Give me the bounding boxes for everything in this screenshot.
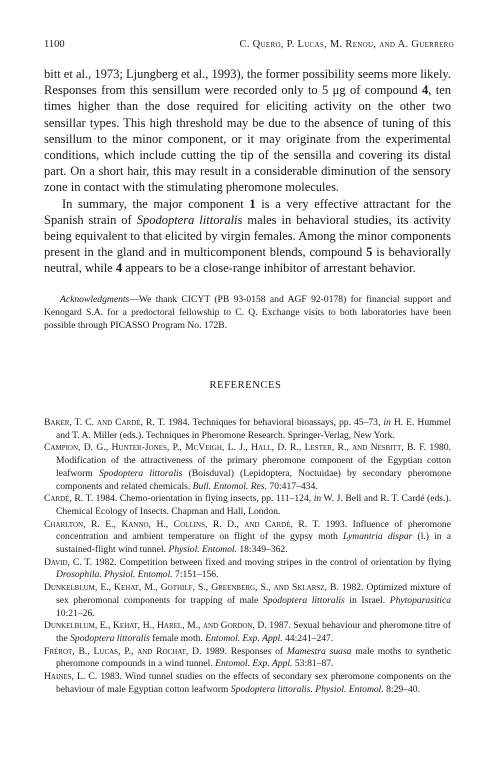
reference-entry — [44, 582, 451, 620]
reference-authors: David, C. T. — [44, 556, 92, 568]
text-run: , ten times higher than the dose required for eliciting activity on the other two sensillar types. This high threshold may be due to the absence of tuning of this sensillum to the minor component, or it may originate from the experimental conditions, which include cutting the tip of the sensilla and covering its distal part. On a short hair, this may result in a considerable diminution of the sensory zone in contact with the stimulating pheromone molecules. — [44, 83, 451, 195]
text-run: males in behavioral studies, its activity being equivalent to that elicited by virgin females. Among the minor components present in the gland and in multicomponent blends, compound — [44, 212, 452, 260]
text-run: 1984. Chemo-orientation in flying insects, pp. 111–124, — [93, 493, 314, 505]
reference-entry — [44, 417, 451, 442]
reference-entry — [44, 442, 451, 493]
body-text — [44, 66, 451, 277]
italic-text: Spodoptera littoralis. Physiol. Entomol. — [230, 683, 384, 695]
text-run: 1993. Influence of pheromone concentration and ambient temperature on flight of the gypsy moth — [56, 518, 451, 543]
text-run: W. J. Bell and R. T. Cardé (eds.). Chemical Ecology of Insects. Chapman and Hall, London. — [56, 493, 451, 517]
italic-text: Spodoptera littoralis — [70, 632, 150, 644]
text-run: —We thank CICYT (PB 93-0158 and AGF 92-0178) for financial support and Kenogard S.A. for a predoctoral fellowship to C. Q. Exchange visits to both laboratories have been possible through PICASSO Program No. 172B. — [44, 294, 451, 331]
text-run: 10:21–26. — [56, 607, 95, 619]
running-head: C. Quero, P. Lucas, M. Renou, and A. Guerrero — [239, 39, 454, 50]
reference-entry — [44, 671, 451, 696]
reference-authors: Baker, T. C. and Cardé, R. T. — [44, 417, 166, 428]
text-run: 1984. Techniques for behavioral bioassays, pp. 45–73, — [165, 417, 384, 428]
text-run: bitt et al., 1973; Ljungberg et al., 1993), the former possibility seems more likely. Responses from this sensillum were recorded only to 5 μg of compound — [44, 67, 451, 98]
reference-authors: Frérot, B., Lucas, P., and Rochat, D. — [44, 645, 202, 657]
references-heading: REFERENCES — [209, 380, 282, 391]
text-run: appears to be a close-range inhibitor of arrestant behavior. — [122, 261, 416, 276]
italic-text: Spodoptera littoralis — [98, 467, 183, 479]
text-run: 8:29–40. — [383, 683, 420, 695]
reference-authors: Haines, L. C. — [44, 671, 98, 683]
compound-number: 4 — [115, 261, 123, 276]
italic-text: Physiol. Entomol. — [168, 544, 237, 556]
italic-text: Mamestra suasa — [286, 645, 352, 657]
text-run: 7:151–156. — [172, 569, 219, 581]
italic-text: Spodoptera littoralis — [262, 594, 345, 606]
summary-paragraph — [44, 196, 451, 277]
text-run: 70:417–434. — [267, 480, 318, 492]
italic-text: Acknowledgments — [60, 294, 130, 305]
text-run: H. E. Hummel and T. A. Miller (eds.). Techniques in Pheromone Research. Springer-Verlag, New York. — [56, 417, 451, 441]
compound-number: 5 — [366, 245, 373, 260]
text-run: 1987. Sexual behaviour and pheromone titre of the — [56, 620, 451, 644]
text-run: female moth. — [149, 632, 206, 644]
text-run: 44:241–247. — [282, 632, 334, 644]
compound-number: 4 — [421, 83, 429, 98]
page-number: 1100 — [44, 39, 65, 50]
text-run: (Boisduval) (Lepidoptera, Noctuidae) by secondary pheromone components and related chemicals. — [56, 467, 451, 492]
italic-text: Spodoptera littoralis — [136, 212, 243, 227]
reference-entry — [44, 557, 451, 582]
reference-authors: Campion, D. G., Hunter-Jones, P., McVeigh, L. J., Hall, D. R., Lester, R., and Nesbitt, B. F. — [44, 442, 427, 454]
references-list — [44, 417, 451, 696]
reference-authors: Charlton, R. E., Kanno, H., Collins, R. D., and Cardé, R. T. — [44, 518, 321, 530]
reference-entry — [44, 519, 451, 557]
reference-entry — [44, 620, 451, 645]
acknowledgments — [44, 294, 451, 332]
text-run: (l.) in a sustained-flight wind tunnel. — [56, 531, 451, 556]
acknowledgments-text — [44, 294, 451, 332]
text-run: is behaviorally neutral, while — [44, 245, 451, 276]
reference-authors: Cardé, R. T. — [44, 493, 94, 505]
text-run: 1980. Modification of the attractiveness of the primary pheromone component of the Egyptian cotton leafworm — [56, 442, 451, 479]
text-run: 1982. Competition between fixed and moving stripes in the control of orientation by flying — [91, 556, 451, 568]
text-run: In summary, the major component — [62, 196, 250, 211]
italic-text: Entomol. Exp. Appl. — [205, 632, 283, 644]
reference-authors: Dunkelblum, E., Kehat, M., Gothilf, S., Greenberg, S., and Sklarsz, B. — [44, 582, 339, 594]
italic-text: in — [383, 417, 391, 428]
text-run: 1982. Optimized mixture of sex pheromonal components for trapping of male — [56, 582, 451, 606]
italic-text: Entomol. Exp. Appl. — [215, 658, 293, 670]
text-run: 18:349–362. — [236, 544, 288, 556]
compound-number: 1 — [249, 196, 256, 211]
text-run: male moths to synthetic pheromone compounds in a wind tunnel. — [56, 645, 451, 670]
body-paragraph — [44, 66, 451, 196]
reference-entry — [44, 493, 451, 518]
text-run: in Israel. — [344, 594, 390, 606]
text-run: 53:81–87. — [292, 658, 334, 670]
italic-text: Drosophila. Physiol. Entomol. — [56, 569, 173, 581]
reference-authors: Dunkelblum, E., Kehat, H., Harel, M., and Gordon, D. — [44, 620, 267, 632]
italic-text: Phytoparasitica — [389, 594, 452, 606]
text-run: 1989. Responses of — [201, 645, 287, 657]
italic-text: in — [313, 493, 322, 505]
text-run: is a very effective attractant for the Spanish strain of — [44, 196, 451, 227]
italic-text: Lymantria dispar — [343, 531, 413, 543]
italic-text: Bull. Entomol. Res. — [192, 480, 268, 492]
text-run: 1983. Wind tunnel studies on the effects of secondary sex pheromone components on the behaviour of male Egyptian cotton leafworm — [56, 671, 452, 695]
page-header — [44, 39, 454, 55]
reference-entry — [44, 646, 451, 671]
